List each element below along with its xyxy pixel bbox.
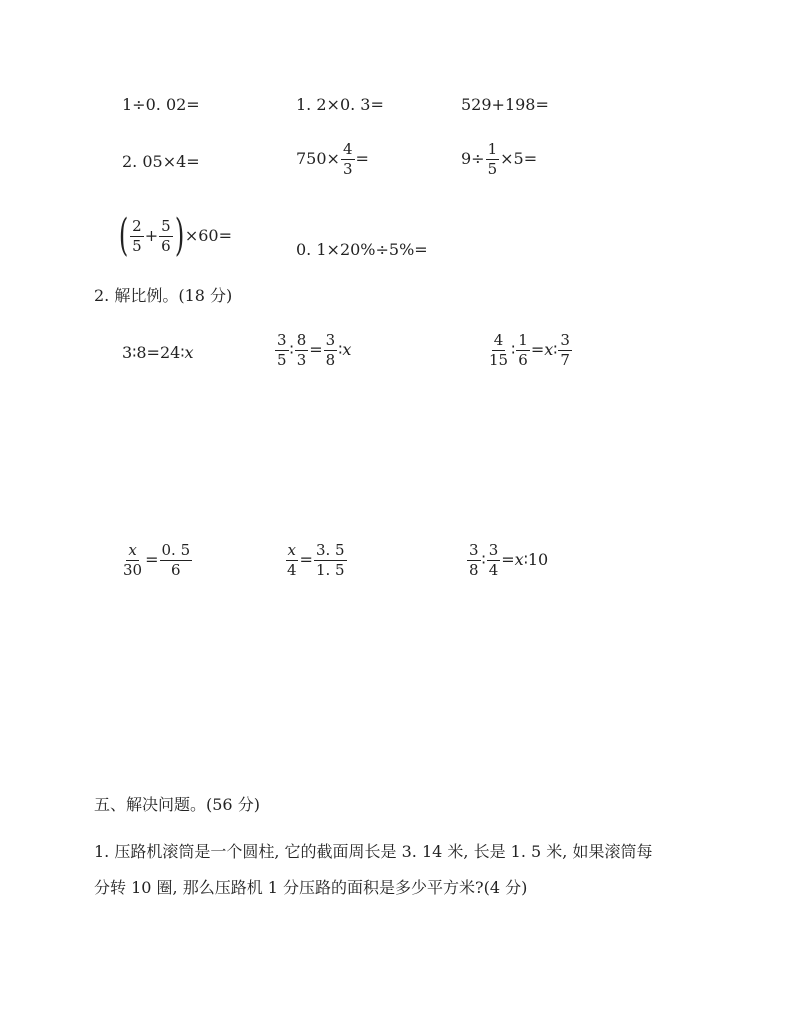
calc-1-1: 1÷0. 02= <box>122 95 200 114</box>
fraction: $\frac{0. 5}{6}$ <box>161 541 191 579</box>
question-1-line-1: 1. 压路机滚筒是一个圆柱, 它的截面周长是 3. 14 米, 长是 1. 5 米, 如果滚筒每 <box>94 842 653 861</box>
fraction: $\frac{1}{6}$ <box>518 331 528 369</box>
calc-2-2: 750× $\frac{4}{3}$ = <box>296 140 369 178</box>
fraction: $\frac{3}{8}$ <box>469 541 479 579</box>
fraction: $\frac{3}{4}$ <box>488 541 499 579</box>
fraction: $\frac{x}{4}$ <box>287 541 297 579</box>
proportion-2: $\frac{3}{5}$ ∶ $\frac{8}{3}$ = $\frac{3}{8}$ ∶x <box>277 331 352 369</box>
right-paren: ) <box>174 210 184 261</box>
fraction: $\frac{x}{30}$ <box>123 541 143 579</box>
proportion-6: $\frac{3}{8}$ ∶ $\frac{3}{4}$ =x∶10 <box>469 541 549 579</box>
fraction: $\frac{3}{8}$ <box>325 331 336 369</box>
proportion-5: $\frac{x}{4}$ = $\frac{3. 5}{1. 5}$ <box>287 541 345 579</box>
calc-2-1: 2. 05×4= <box>122 152 200 171</box>
fraction: $\frac{3. 5}{1. 5}$ <box>315 541 345 579</box>
calc-1-3: 529+198= <box>461 95 549 114</box>
question-1-line-2: 分转 10 圈, 那么压路机 1 分压路的面积是多少平方米?(4 分) <box>94 878 528 897</box>
section-2-title: 2. 解比例。(18 分) <box>94 286 233 305</box>
calc-3-2: 0. 1×20%÷5%= <box>296 240 428 259</box>
fraction: $\frac{4}{15}$ <box>489 331 509 369</box>
calc-3-1: ( $\frac{2}{5}$ + $\frac{5}{6}$ )×60= <box>118 210 233 261</box>
proportion-1: 3∶8=24∶x <box>122 343 194 362</box>
calc-2-3: 9÷ $\frac{1}{5}$ ×5= <box>461 140 538 178</box>
fraction: $\frac{3}{7}$ <box>560 331 570 369</box>
fraction: $\frac{4}{3}$ <box>342 140 353 178</box>
calc-1-2: 1. 2×0. 3= <box>296 95 384 114</box>
fraction: $\frac{3}{5}$ <box>277 331 287 369</box>
fraction: $\frac{1}{5}$ <box>487 140 498 178</box>
section-5-title: 五、解决问题。(56 分) <box>94 795 260 814</box>
fraction: $\frac{8}{3}$ <box>296 331 307 369</box>
fraction: $\frac{5}{6}$ <box>161 217 171 255</box>
fraction: $\frac{2}{5}$ <box>132 217 142 255</box>
proportion-3: $\frac{4}{15}$ ∶ $\frac{1}{6}$ =x∶ $\frac{3}{7}$ <box>489 331 570 369</box>
left-paren: ( <box>118 210 129 261</box>
proportion-4: $\frac{x}{30}$ = $\frac{0. 5}{6}$ <box>123 541 191 579</box>
